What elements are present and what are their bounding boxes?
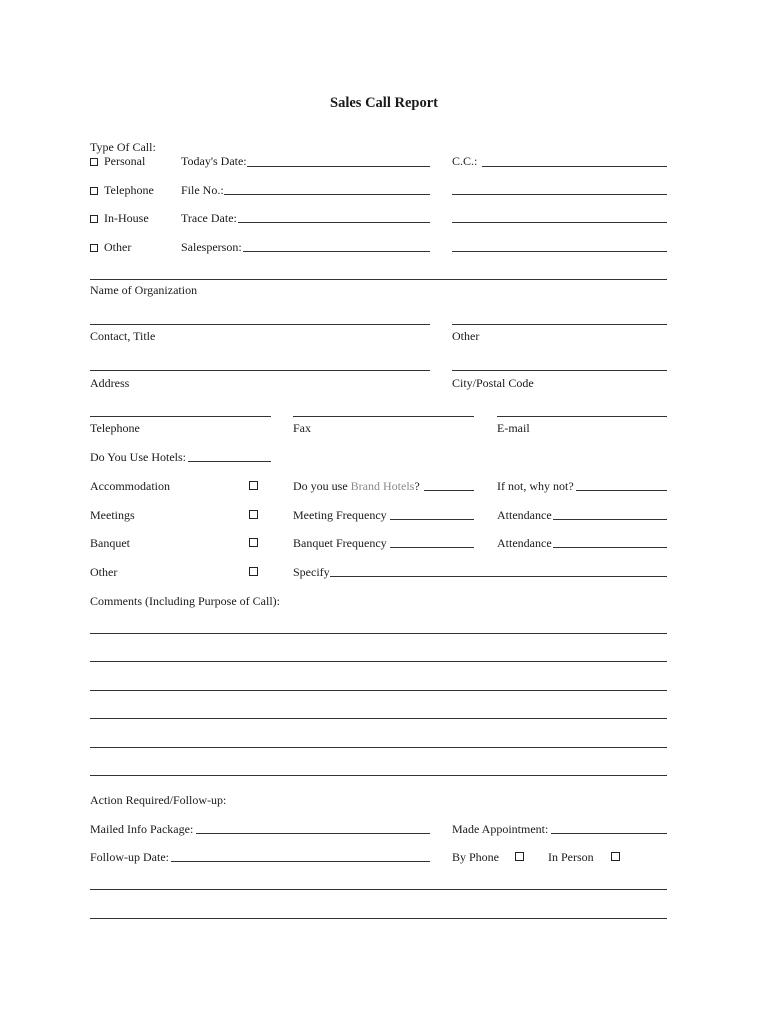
checkbox[interactable] [90, 187, 98, 195]
banquet-frequency-label: Banquet Frequency [293, 536, 387, 550]
file-no-field[interactable] [224, 194, 430, 195]
attendance-field-2[interactable] [553, 547, 667, 548]
trace-date-field[interactable] [238, 222, 430, 223]
mailed-info-label: Mailed Info Package: [90, 822, 194, 836]
attendance-label-1: Attendance [497, 508, 552, 522]
comments-line[interactable] [90, 633, 667, 634]
telephone-label: Telephone [90, 421, 140, 435]
address-field[interactable] [90, 370, 430, 371]
fax-label: Fax [293, 421, 311, 435]
made-appointment-field[interactable] [551, 833, 667, 834]
city-label: City/Postal Code [452, 376, 534, 390]
hotel-other-checkbox[interactable] [249, 567, 258, 576]
attendance-field-1[interactable] [553, 519, 667, 520]
type-of-call-label: Type Of Call: [90, 140, 156, 154]
comments-line[interactable] [90, 747, 667, 748]
if-not-field[interactable] [576, 490, 667, 491]
contact-field[interactable] [90, 324, 430, 325]
todays-date-field[interactable] [247, 166, 430, 167]
followup-date-label: Follow-up Date: [90, 850, 169, 864]
mailed-info-field[interactable] [196, 833, 430, 834]
todays-date-label: Today's Date: [181, 154, 247, 168]
organization-label: Name of Organization [90, 283, 198, 297]
cc-field-4[interactable] [452, 251, 667, 252]
by-phone-checkbox[interactable] [515, 852, 524, 861]
comments-line[interactable] [90, 661, 667, 662]
banquet-label: Banquet [90, 536, 130, 550]
meeting-frequency-field[interactable] [390, 519, 474, 520]
followup-line[interactable] [90, 918, 667, 919]
meetings-checkbox[interactable] [249, 510, 258, 519]
banquet-checkbox[interactable] [249, 538, 258, 547]
specify-field[interactable] [330, 576, 667, 577]
address-label: Address [90, 376, 130, 390]
call-type-other[interactable]: Other [90, 240, 131, 254]
salesperson-field[interactable] [243, 251, 430, 252]
contact-label: Contact, Title [90, 329, 156, 343]
cc-field-3[interactable] [452, 222, 667, 223]
comments-line[interactable] [90, 690, 667, 691]
attendance-label-2: Attendance [497, 536, 552, 550]
organization-field[interactable] [90, 279, 667, 280]
cc-field-2[interactable] [452, 194, 667, 195]
meeting-frequency-label: Meeting Frequency [293, 508, 387, 522]
brand-hotels-question: Do you use Brand Hotels? [293, 479, 420, 493]
email-field[interactable] [497, 416, 667, 417]
comments-label: Comments (Including Purpose of Call): [90, 594, 280, 608]
checkbox[interactable] [90, 158, 98, 166]
use-hotels-label: Do You Use Hotels: [90, 450, 187, 464]
other-label: Other [452, 329, 480, 343]
specify-label: Specify [293, 565, 330, 579]
in-person-checkbox[interactable] [611, 852, 620, 861]
other-field[interactable] [452, 324, 667, 325]
email-label: E-mail [497, 421, 530, 435]
by-phone-label: By Phone [452, 850, 500, 864]
followup-line[interactable] [90, 889, 667, 890]
followup-date-field[interactable] [171, 861, 430, 862]
city-field[interactable] [452, 370, 667, 371]
made-appointment-label: Made Appointment: [452, 822, 549, 836]
call-type-in-house[interactable]: In-House [90, 211, 149, 225]
accommodation-label: Accommodation [90, 479, 170, 493]
action-label: Action Required/Follow-up: [90, 793, 227, 807]
brand-hotels-field[interactable] [424, 490, 474, 491]
banquet-frequency-field[interactable] [390, 547, 474, 548]
fax-field[interactable] [293, 416, 474, 417]
trace-date-label: Trace Date: [181, 211, 237, 225]
accommodation-checkbox[interactable] [249, 481, 258, 490]
checkbox[interactable] [90, 215, 98, 223]
call-type-personal[interactable]: Personal [90, 154, 145, 168]
comments-line[interactable] [90, 718, 667, 719]
salesperson-label: Salesperson: [181, 240, 242, 254]
telephone-field[interactable] [90, 416, 271, 417]
meetings-label: Meetings [90, 508, 135, 522]
call-type-telephone[interactable]: Telephone [90, 183, 154, 197]
page-title: Sales Call Report [330, 95, 438, 111]
if-not-label: If not, why not? [497, 479, 574, 493]
file-no-label: File No.: [181, 183, 224, 197]
use-hotels-field[interactable] [188, 461, 271, 462]
hotel-other-label: Other [90, 565, 118, 579]
checkbox[interactable] [90, 244, 98, 252]
cc-label: C.C.: [452, 154, 478, 168]
comments-line[interactable] [90, 775, 667, 776]
in-person-label: In Person [548, 850, 594, 864]
cc-field-1[interactable] [482, 166, 667, 167]
